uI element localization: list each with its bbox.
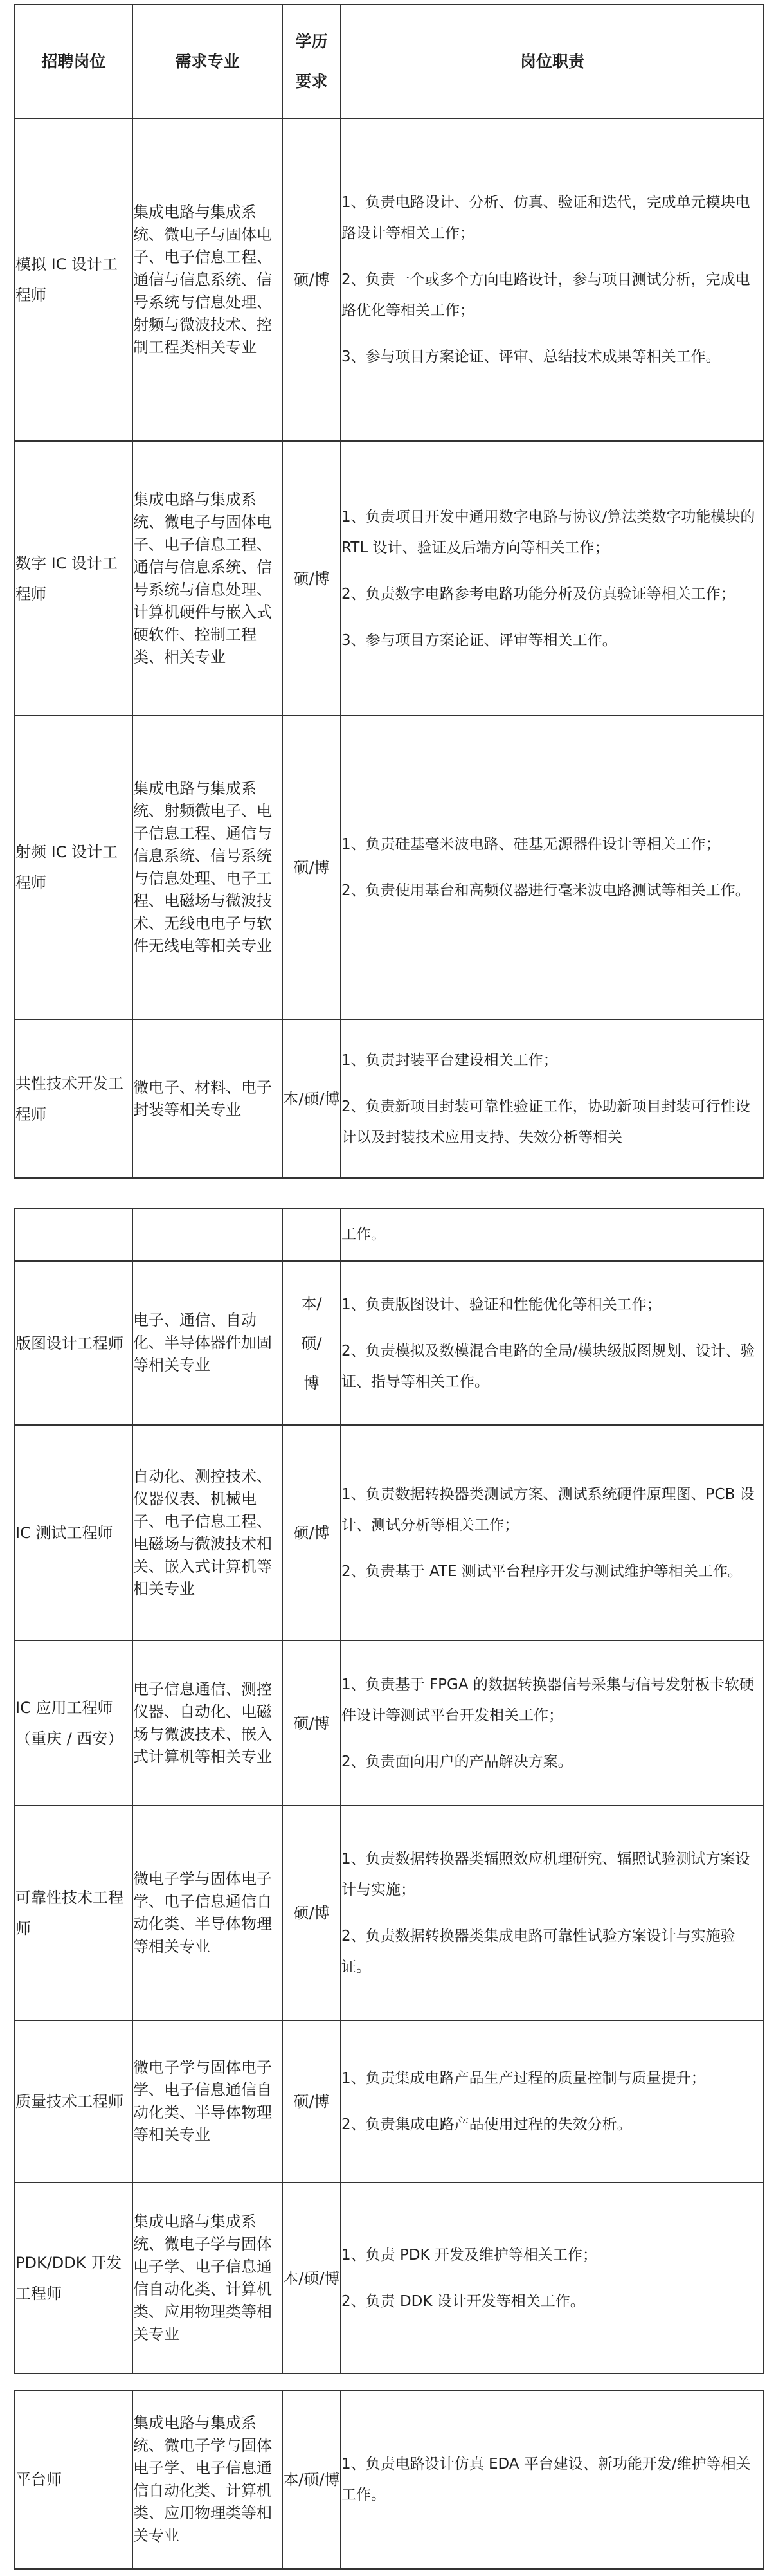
duty-item: 2、负责新项目封装可靠性验证工作，协助新项目封装可行性设计以及封装技术应用支持、失效分析等相关	[341, 1098, 750, 1146]
major-cell: 集成电路与集成系统、微电子学与固体电子学、电子信息通信自动化类、计算机类、应用物理类等相关专业	[132, 2182, 282, 2373]
duty-item: 2、负责使用基台和高频仪器进行毫米波电路测试等相关工作。	[341, 882, 750, 899]
degree-cell: 本/硕/博	[282, 1019, 341, 1178]
duty-item: 1、负责数据转换器类测试方案、测试系统硬件原理图、PCB 设计、测试分析等相关工作；	[341, 1485, 755, 1534]
table-row	[15, 1425, 764, 1640]
duty-item: 2、负责 DDK 设计开发等相关工作。	[341, 2292, 585, 2310]
position-cell: 质量技术工程师	[15, 2020, 132, 2182]
major-cell: 自动化、测控技术、仪器仪表、机械电子、电子信息工程、电磁场与微波技术相关、嵌入式计算机等相关专业	[132, 1425, 282, 1640]
position-cell: 数字 IC 设计工程师	[15, 441, 132, 716]
duties-cell	[341, 2390, 764, 2569]
duty-item: 1、负责电路设计仿真 EDA 平台建设、新功能开发/维护等相关工作。	[341, 2456, 751, 2503]
degree-cell: 本/硕/博	[282, 1261, 341, 1425]
duty-item: 1、负责版图设计、验证和性能优化等相关工作；	[341, 1296, 662, 1313]
table-row	[15, 1806, 764, 2020]
header-major: 需求专业	[132, 5, 282, 118]
duty-item: 2、负责数字电路参考电路功能分析及仿真验证等相关工作；	[341, 585, 735, 603]
duty-item: 1、负责 PDK 开发及维护等相关工作；	[341, 2246, 597, 2263]
duty-item: 工作。	[341, 1226, 386, 1243]
table-row	[15, 1019, 764, 1178]
degree-cell: 硕/博	[282, 716, 341, 1019]
position-cell: 平台师	[15, 2390, 132, 2569]
duty-item: 1、负责基于 FPGA 的数据转换器信号采集与信号发射板卡软硬件设计等测试平台开发相关工作；	[341, 1676, 754, 1724]
major-cell	[132, 1208, 282, 1261]
major-cell: 集成电路与集成系统、微电子学与固体电子学、电子信息通信自动化类、计算机类、应用物理类等相关专业	[132, 2390, 282, 2569]
major-cell: 微电子学与固体电子学、电子信息通信自动化类、半导体物理等相关专业	[132, 1806, 282, 2020]
degree-cell: 硕/博	[282, 1640, 341, 1806]
duties-cell	[341, 441, 764, 716]
table-row	[15, 716, 764, 1019]
table-row	[15, 2020, 764, 2182]
job-table-part-3	[14, 2390, 764, 2570]
duty-item: 3、参与项目方案论证、评审、总结技术成果等相关工作。	[341, 349, 721, 365]
duty-item: 1、负责电路设计、分析、仿真、验证和迭代，完成单元模块电路设计等相关工作；	[341, 194, 750, 242]
degree-cell: 硕/博	[282, 1425, 341, 1640]
table-row	[15, 2182, 764, 2373]
position-cell: IC 应用工程师（重庆 / 西安）	[15, 1640, 132, 1806]
job-table-part-1	[14, 4, 764, 1179]
table-row	[15, 2390, 764, 2569]
job-table-part-2	[14, 1208, 764, 2374]
duties-cell	[341, 2020, 764, 2182]
duty-item: 3、参与项目方案论证、评审等相关工作。	[341, 631, 617, 649]
duties-cell	[341, 1640, 764, 1806]
degree-cell: 本/硕/博	[282, 2182, 341, 2373]
degree-cell: 本/硕/博	[282, 2390, 341, 2569]
degree-cell: 硕/博	[282, 1806, 341, 2020]
position-cell: PDK/DDK 开发工程师	[15, 2182, 132, 2373]
duty-item: 1、负责封装平台建设相关工作；	[341, 1051, 558, 1069]
position-cell: IC 测试工程师	[15, 1425, 132, 1640]
table-row-continuation	[15, 1208, 764, 1261]
table-header-row	[15, 5, 764, 118]
major-cell: 电子信息通信、测控仪器、自动化、电磁场与微波技术、嵌入式计算机等相关专业	[132, 1640, 282, 1806]
duties-cell	[341, 716, 764, 1019]
duty-item: 2、负责集成电路产品使用过程的失效分析。	[341, 2116, 632, 2133]
degree-cell	[282, 1208, 341, 1261]
degree-cell: 硕/博	[282, 118, 341, 441]
position-cell: 可靠性技术工程师	[15, 1806, 132, 2020]
position-cell	[15, 1208, 132, 1261]
position-cell: 版图设计工程师	[15, 1261, 132, 1425]
major-cell: 集成电路与集成系统、微电子与固体电子、电子信息工程、通信与信息系统、信号系统与信息处理、计算机硬件与嵌入式硬软件、控制工程类、相关专业	[132, 441, 282, 716]
duty-item: 2、负责基于 ATE 测试平台程序开发与测试维护等相关工作。	[341, 1563, 743, 1580]
duty-item: 2、负责模拟及数模混合电路的全局/模块级版图规划、设计、验证、指导等相关工作。	[341, 1342, 755, 1390]
header-position: 招聘岗位	[15, 5, 132, 118]
table-row	[15, 1261, 764, 1425]
duty-item: 2、负责数据转换器类集成电路可靠性试验方案设计与实施验证。	[341, 1928, 735, 1975]
position-cell: 模拟 IC 设计工程师	[15, 118, 132, 441]
duties-cell	[341, 2182, 764, 2373]
degree-cell: 硕/博	[282, 2020, 341, 2182]
duty-item: 1、负责集成电路产品生产过程的质量控制与质量提升；	[341, 2070, 706, 2087]
major-cell: 微电子、材料、电子封装等相关专业	[132, 1019, 282, 1178]
duties-cell	[341, 1208, 764, 1261]
header-degree: 学历要求	[282, 5, 341, 118]
table-row	[15, 441, 764, 716]
duty-item: 2、负责面向用户的产品解决方案。	[341, 1753, 573, 1770]
duties-cell	[341, 1019, 764, 1178]
table-row	[15, 1640, 764, 1806]
duties-cell	[341, 1425, 764, 1640]
degree-cell: 硕/博	[282, 441, 341, 716]
duties-cell	[341, 1261, 764, 1425]
major-cell: 电子、通信、自动化、半导体器件加固等相关专业	[132, 1261, 282, 1425]
duties-cell	[341, 1806, 764, 2020]
major-cell: 集成电路与集成系统、射频微电子、电子信息工程、通信与信息系统、信号系统与信息处理、电子工程、电磁场与微波技术、无线电电子与软件无线电等相关专业	[132, 716, 282, 1019]
header-duties: 岗位职责	[341, 5, 764, 118]
duty-item: 1、负责项目开发中通用数字电路与协议/算法类数字功能模块的 RTL 设计、验证及后端方向等相关工作；	[341, 508, 755, 556]
position-cell: 射频 IC 设计工程师	[15, 716, 132, 1019]
duty-item: 1、负责硅基毫米波电路、硅基无源器件设计等相关工作；	[341, 836, 721, 853]
duty-item: 2、负责一个或多个方向电路设计，参与项目测试分析，完成电路优化等相关工作；	[341, 271, 750, 319]
major-cell: 集成电路与集成系统、微电子与固体电子、电子信息工程、通信与信息系统、信号系统与信息处理、射频与微波技术、控制工程类相关专业	[132, 118, 282, 441]
duties-cell	[341, 118, 764, 441]
position-cell: 共性技术开发工程师	[15, 1019, 132, 1178]
duty-item: 1、负责数据转换器类辐照效应机理研究、辐照试验测试方案设计与实施；	[341, 1851, 750, 1898]
table-row	[15, 118, 764, 441]
major-cell: 微电子学与固体电子学、电子信息通信自动化类、半导体物理等相关专业	[132, 2020, 282, 2182]
